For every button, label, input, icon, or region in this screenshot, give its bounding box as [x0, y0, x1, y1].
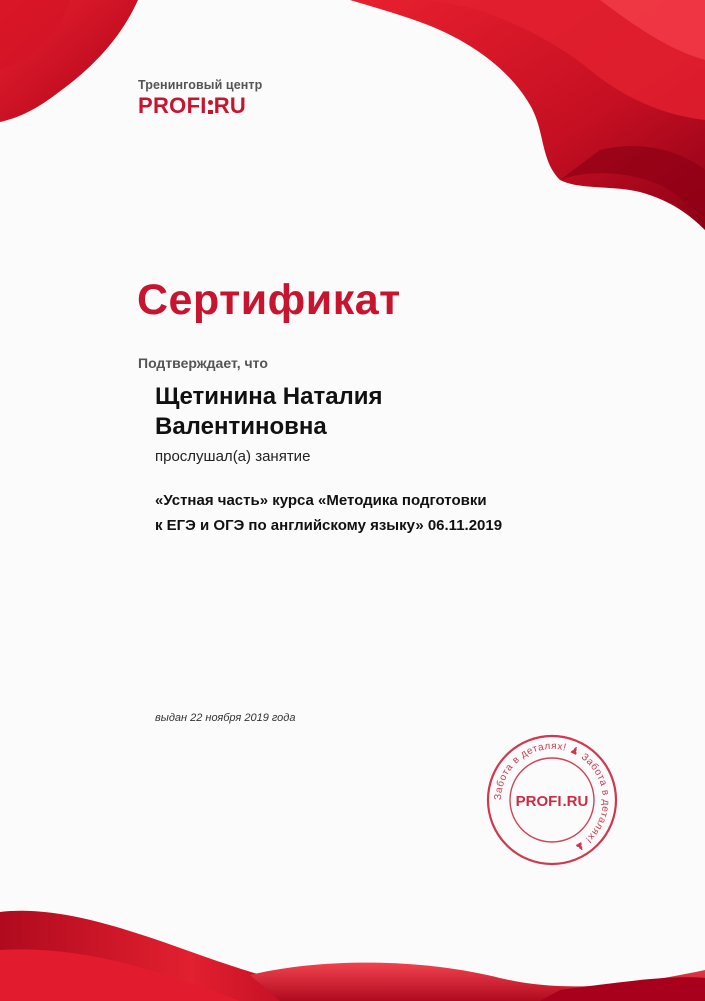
logo-mark-icon: [207, 95, 214, 117]
stamp-logo-right: RU: [566, 793, 589, 810]
attended-text: прослушал(а) занятие: [155, 448, 311, 465]
brand-logo: [138, 95, 262, 117]
stamp-logo-left: PROFI: [515, 793, 562, 810]
recipient-name-line1: Щетинина Наталия: [155, 383, 383, 410]
course-title-line1: «Устная часть» курса «Методика подготовки: [155, 492, 487, 509]
stamp-ring-text: Забота в деталях! ♟ Забота в деталях! ♟: [492, 740, 612, 854]
brand-block: [138, 78, 262, 117]
brand-logo-right: RU: [213, 93, 247, 118]
brand-logo-left: PROFI: [138, 93, 207, 118]
course-title: [155, 488, 502, 538]
svg-text:PROFI.RU: PROFI.RU: [515, 793, 589, 810]
recipient-name: [155, 382, 383, 442]
issue-date: выдан 22 ноября 2019 года: [155, 712, 296, 724]
company-stamp: [485, 733, 619, 867]
recipient-name-line2: Валентиновна: [155, 413, 327, 440]
confirms-text: Подтверждает, что: [138, 355, 268, 371]
brand-subtitle: Тренинговый центр: [138, 78, 263, 92]
certificate-title: Сертификат: [137, 276, 401, 324]
course-title-line2: к ЕГЭ и ОГЭ по английскому языку» 06.11.2019: [155, 517, 503, 534]
